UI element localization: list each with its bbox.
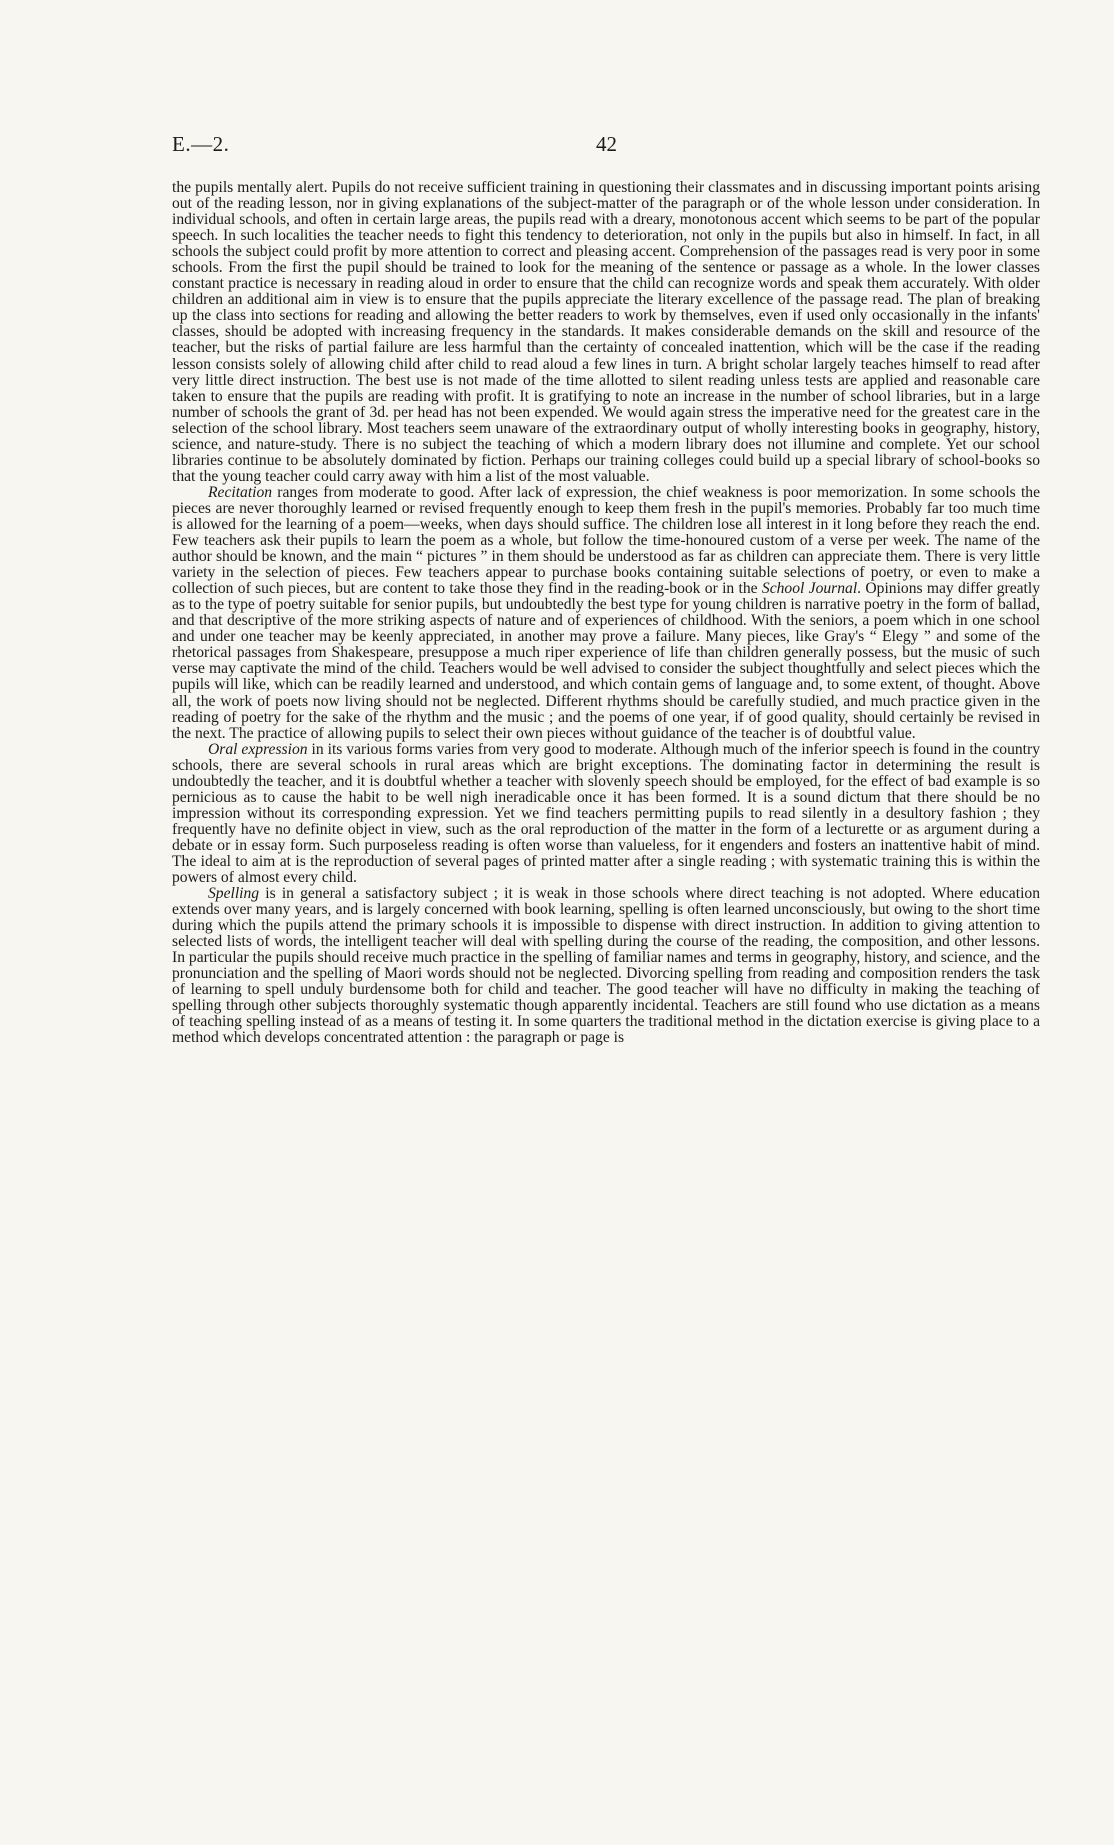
paragraph-lead: Spelling — [208, 885, 260, 903]
paragraph-lead: Recitation — [208, 483, 273, 501]
body-text — [172, 180, 1040, 1047]
page-number: 42 — [596, 132, 617, 156]
document-reference: E.—2. — [172, 132, 230, 156]
paragraph-text: is in general a satisfactory subject ; it is weak in those schools where direct teaching is not adopted. Where education extends over many years, and is largely concerned with book learning, spelling is often learned unconsciously, but owing to the short time during which the pupils attend the primary schools it is impossible to dispense with direct instruction. In addition to giving attention to selected lists of words, the intelligent teacher will deal with spelling during the course of the reading, the composition, and other lessons. In particular the pupils should receive much practice in the spelling of familiar names and terms in geography, history, and science, and the pronunciation and the spelling of Maori words should not be neglected. Divorcing spelling from reading and composition renders the task of learning to spell unduly burdensome both for child and teacher. The good teacher will have no difficulty in making the teaching of spelling through other subjects thoroughly systematic though apparently incidental. Teachers are still found who use dictation as a means of teaching spelling instead of as a means of testing it. In some quarters the traditional method in the dictation exercise is giving place to a method which develops concentrated attention : the paragraph or page is — [172, 885, 1040, 1047]
paragraph-reading-continued — [172, 180, 1040, 485]
paragraph-oral-expression — [172, 742, 1040, 886]
journal-title: School Journal — [761, 580, 858, 598]
paragraph-text: in its various forms varies from very good to moderate. Although much of the inferior speech is found in the country schools, there are several schools in rural areas which are bright exceptions. The dominating factor in determining the result is undoubtedly the teacher, and it is doubtful whether a teacher with slovenly speech should be employed, for the effect of bad example is so pernicious as to cause the habit to be well nigh ineradicable once it has been formed. It is a sound dictum that there should be no impression without its corresponding expression. Yet we find teachers permitting pupils to read silently in a desultory fashion ; they frequently have no definite object in view, such as the oral reproduction of the matter in the form of a lecturette or as argument during a debate or in essay form. Such purposeless reading is often worse than valueless, for it engenders and fosters an inattentive habit of mind. The ideal to aim at is the reproduction of several pages of printed matter after a single reading ; with systematic training this is within the powers of almost every child. — [172, 740, 1040, 887]
paragraph-text-continued: . Opinions may differ greatly as to the type of poetry suitable for senior pupils, but undoubtedly the best type for young children is narrative poetry in the form of ballad, and that descriptive of the more striking aspects of nature and of experiences of childhood. With the seniors, a poem which in one school and under one teacher may be keenly appreciated, in another may prove a failure. Many pieces, like Gray's “ Elegy ” and some of the rhetorical passages from Shakespeare, presuppose a much riper experience of life than children generally possess, but the music of such verse may captivate the mind of the child. Teachers would be well advised to consider the subject thoughtfully and select pieces which the pupils will like, which can be readily learned and understood, and which contain gems of language and, to some extent, of thought. Above all, the work of poets now living should not be neglected. Different rhythms should be carefully studied, and much practice given in the reading of poetry for the sake of the rhythm and the music ; and the poems of one year, if of good quality, should certainly be revised in the next. The practice of allowing pupils to select their own pieces without guidance of the teacher is of doubtful value. — [172, 580, 1040, 742]
paragraph-text: the pupils mentally alert. Pupils do not receive sufficient training in questioning their classmates and in discussing important points arising out of the reading lesson, nor in giving explanations of the subject-matter of the paragraph or of the whole lesson under consideration. In individual schools, and often in certain large areas, the pupils read with a dreary, monotonous accent which seems to be part of the popular speech. In such localities the teacher needs to fight this tendency to deterioration, not only in the pupils but also in himself. In fact, in all schools the subject could profit by more attention to correct and pleasing accent. Comprehension of the passages read is very poor in some schools. From the first the pupil should be trained to look for the meaning of the sentence or passage as a whole. In the lower classes constant practice is necessary in reading aloud in order to ensure that the child can recognize words and speak them accurately. With older children an additional aim in view is to ensure that the pupils appreciate the literary excellence of the passage read. The plan of breaking up the class into sections for reading and allowing the better readers to work by themselves, even if used only occasionally in the infants' classes, should be adopted with increasing frequency in the standards. It makes considerable demands on the skill and resource of the teacher, but the risks of partial failure are less harmful than the certainty of concealed inattention, which will be the case if the reading lesson consists solely of allowing child after child to read aloud a few lines in turn. A bright scholar largely teaches himself to read after very little direct instruction. The best use is not made of the time allotted to silent reading unless tests are applied and reasonable care taken to ensure that the pupils are reading with profit. It is gratifying to note an increase in the number of school libraries, but in a large number of schools the grant of 3d. per head has not been expended. We would again stress the imperative need for the greatest care in the selection of the school library. Most teachers seem unaware of the extraordinary output of wholly interesting books in geography, history, science, and nature-study. There is no subject the teaching of which a modern library does not illumine and complete. Yet our school libraries continue to be absolutely dominated by fiction. Perhaps our training colleges could build up a special library of school-books so that the young teacher could carry away with him a list of the most valuable. — [172, 179, 1040, 485]
paragraph-text: ranges from moderate to good. After lack of expression, the chief weakness is poor memorization. In some schools the pieces are never thoroughly learned or revised frequently enough to keep them fresh in the pupil's memories. Probably far too much time is allowed for the learning of a poem—weeks, when days should suffice. The children lose all interest in it long before they reach the end. Few teachers ask their pupils to learn the poem as a whole, but follow the time-honoured custom of a verse per week. The name of the author should be known, and the main “ pictures ” in them should be understood as far as children can appreciate them. There is very little variety in the selection of pieces. Few teachers appear to purchase books containing suitable selections of poetry, or even to make a collection of such pieces, but are content to take those they find in the reading-book or in the — [172, 483, 1040, 598]
paragraph-recitation — [172, 485, 1040, 742]
page-header — [172, 132, 1042, 162]
paragraph-lead: Oral expression — [208, 740, 308, 758]
paragraph-spelling — [172, 886, 1040, 1046]
